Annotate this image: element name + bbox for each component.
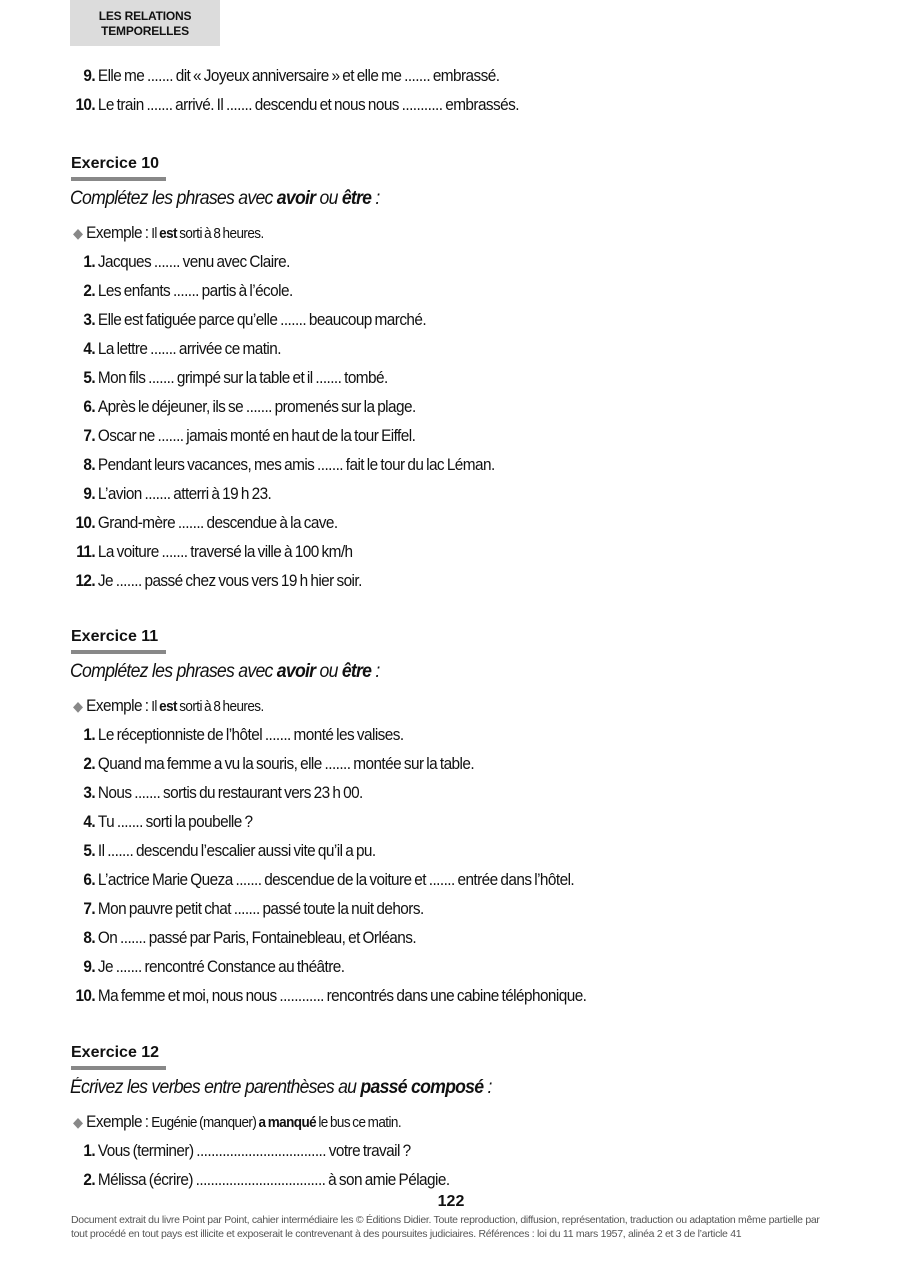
diamond-bullet-icon: ◆ (73, 225, 83, 241)
exercise-item (70, 924, 416, 953)
item-number: 1. (83, 1142, 96, 1160)
item-text: La lettre ....... arrivée ce matin. (97, 340, 281, 358)
item-text: Mélissa (écrire) ................................... à son amie Pélagie. (97, 1171, 450, 1189)
item-text: Le train ....... arrivé. Il ....... descendu et nous nous ........... embrassés. (97, 96, 519, 114)
instruction-text: Complétez les phrases avec (70, 188, 277, 209)
example-text: le bus ce matin. (316, 1115, 402, 1131)
item-number: 2. (83, 1171, 96, 1189)
item-number: 3. (83, 311, 96, 329)
exercise-item (70, 538, 353, 567)
item-number: 5. (83, 842, 96, 860)
instruction-text: Complétez les phrases avec (70, 661, 277, 682)
item-text: Les enfants ....... partis à l’école. (97, 282, 293, 300)
instruction-bold: passé composé (360, 1077, 484, 1098)
exercise-item (70, 953, 344, 982)
example-line (73, 692, 264, 721)
item-text: On ....... passé par Paris, Fontainebleau, et Orléans. (97, 929, 417, 947)
example-text: Eugénie (manquer) (151, 1115, 259, 1131)
item-number: 11. (76, 543, 96, 561)
item-text: Vous (terminer) ................................... votre travail ? (97, 1142, 411, 1160)
item-text: Il ....... descendu l’escalier aussi vite qu’il a pu. (97, 842, 376, 860)
example-text: Il (151, 699, 160, 715)
item-text: Nous ....... sortis du restaurant vers 23 h 00. (97, 784, 363, 802)
item-text: Le réceptionniste de l’hôtel ....... monté les valises. (97, 726, 404, 744)
example-sentence (151, 699, 263, 715)
item-number: 10. (75, 514, 96, 532)
chapter-tab: LES RELATIONS TEMPORELLES (70, 0, 220, 46)
exercise-item (70, 837, 376, 866)
exercise-item (70, 306, 426, 335)
exercise-item (70, 422, 415, 451)
item-text: Quand ma femme a vu la souris, elle ....... montée sur la table. (97, 755, 475, 773)
item-text: Elle est fatiguée parce qu’elle ....... beaucoup marché. (97, 311, 427, 329)
exercise-item (70, 895, 424, 924)
example-answer: est (159, 699, 177, 715)
instruction-bold: avoir (276, 661, 316, 682)
item-number: 10. (75, 96, 96, 114)
copyright-footer: Document extrait du livre Point par Point, cahier intermédiaire les © Éditions Didier. Toute reproduction, diffusion, représentation, traduction ou adaptation même partielle par tout procédé en tout pays est illicite et exposerait le contrevenant à des poursuites judiciaires. Références : loi du 11 mars 1957, alinéa 2 et 3 de l’article 41 (71, 1214, 820, 1240)
exercise-item (70, 91, 519, 120)
item-text: Jacques ....... venu avec Claire. (97, 253, 290, 271)
instruction-text: : (483, 1077, 492, 1098)
exercise-item (70, 750, 474, 779)
item-number: 4. (83, 340, 96, 358)
exercise-title: Exercice 10 (71, 155, 160, 172)
item-number: 8. (83, 456, 96, 474)
item-number: 7. (83, 427, 96, 445)
exercise-item (70, 393, 416, 422)
example-answer: a manqué (258, 1115, 317, 1131)
example-text: Il (151, 226, 160, 242)
exercise-item (70, 982, 586, 1011)
instruction-text: ou (315, 661, 342, 682)
instruction-text: : (371, 188, 380, 209)
diamond-bullet-icon: ◆ (73, 698, 83, 714)
exercise-item (70, 248, 290, 277)
exercise-item (70, 509, 338, 538)
item-text: Mon pauvre petit chat ....... passé toute la nuit dehors. (97, 900, 424, 918)
item-text: La voiture ....... traversé la ville à 100 km/h (97, 543, 353, 561)
page-number: 122 (437, 1193, 465, 1210)
instruction-text: ou (315, 188, 342, 209)
example-label: Exemple : (86, 224, 152, 242)
item-text: Je ....... rencontré Constance au théâtre. (97, 958, 345, 976)
exercise-instruction (70, 188, 380, 210)
item-number: 8. (83, 929, 96, 947)
item-number: 9. (83, 485, 96, 503)
item-text: Je ....... passé chez vous vers 19 h hier soir. (97, 572, 362, 590)
exercise-title: Exercice 12 (71, 1044, 160, 1061)
exercise-item (70, 62, 499, 91)
item-number: 9. (83, 958, 96, 976)
item-number: 1. (83, 253, 96, 271)
item-number: 3. (83, 784, 96, 802)
exercise-item (70, 277, 293, 306)
example-text: sorti à 8 heures. (176, 226, 264, 242)
example-line (73, 219, 264, 248)
item-number: 7. (83, 900, 96, 918)
exercise-item (70, 779, 363, 808)
item-text: Après le déjeuner, ils se ....... promenés sur la plage. (97, 398, 416, 416)
item-number: 6. (83, 871, 96, 889)
title-underline (71, 1066, 166, 1070)
exercise-instruction (70, 661, 380, 683)
example-line (73, 1108, 401, 1137)
item-number: 10. (75, 987, 96, 1005)
title-underline (71, 177, 166, 181)
instruction-bold: avoir (276, 188, 316, 209)
exercise-item (70, 808, 253, 837)
item-text: Grand-mère ....... descendue à la cave. (97, 514, 338, 532)
instruction-bold: être (341, 661, 372, 682)
title-underline (71, 650, 166, 654)
exercise-item (70, 1166, 450, 1195)
item-number: 5. (83, 369, 96, 387)
exercise-title: Exercice 11 (71, 628, 159, 645)
exercise-item (70, 364, 388, 393)
exercise-item (70, 480, 271, 509)
example-label: Exemple : (86, 697, 152, 715)
exercise-item (70, 866, 574, 895)
item-text: L’avion ....... atterri à 19 h 23. (97, 485, 272, 503)
item-text: L’actrice Marie Queza ....... descendue de la voiture et ....... entrée dans l’hôtel. (97, 871, 575, 889)
item-number: 12. (75, 572, 96, 590)
item-number: 4. (83, 813, 96, 831)
exercise-item (70, 721, 404, 750)
diamond-bullet-icon: ◆ (73, 1114, 83, 1130)
example-text: sorti à 8 heures. (176, 699, 264, 715)
item-text: Elle me ....... dit « Joyeux anniversaire » et elle me ....... embrassé. (97, 67, 500, 85)
item-text: Oscar ne ....... jamais monté en haut de la tour Eiffel. (97, 427, 416, 445)
item-text: Tu ....... sorti la poubelle ? (97, 813, 253, 831)
item-text: Mon fils ....... grimpé sur la table et il ....... tombé. (97, 369, 388, 387)
instruction-bold: être (341, 188, 372, 209)
item-number: 2. (83, 282, 96, 300)
example-sentence (151, 226, 263, 242)
example-answer: est (159, 226, 177, 242)
item-number: 1. (83, 726, 96, 744)
instruction-text: : (371, 661, 380, 682)
exercise-item (70, 335, 281, 364)
item-number: 2. (83, 755, 96, 773)
instruction-text: Écrivez les verbes entre parenthèses au (70, 1077, 361, 1098)
item-number: 6. (83, 398, 96, 416)
exercise-item (70, 567, 362, 596)
exercise-instruction (70, 1077, 492, 1099)
item-number: 9. (83, 67, 96, 85)
example-label: Exemple : (86, 1113, 152, 1131)
example-sentence (151, 1115, 401, 1131)
exercise-item (70, 451, 495, 480)
item-text: Pendant leurs vacances, mes amis ....... fait le tour du lac Léman. (97, 456, 495, 474)
exercise-item (70, 1137, 411, 1166)
item-text: Ma femme et moi, nous nous ............ rencontrés dans une cabine téléphonique. (97, 987, 587, 1005)
